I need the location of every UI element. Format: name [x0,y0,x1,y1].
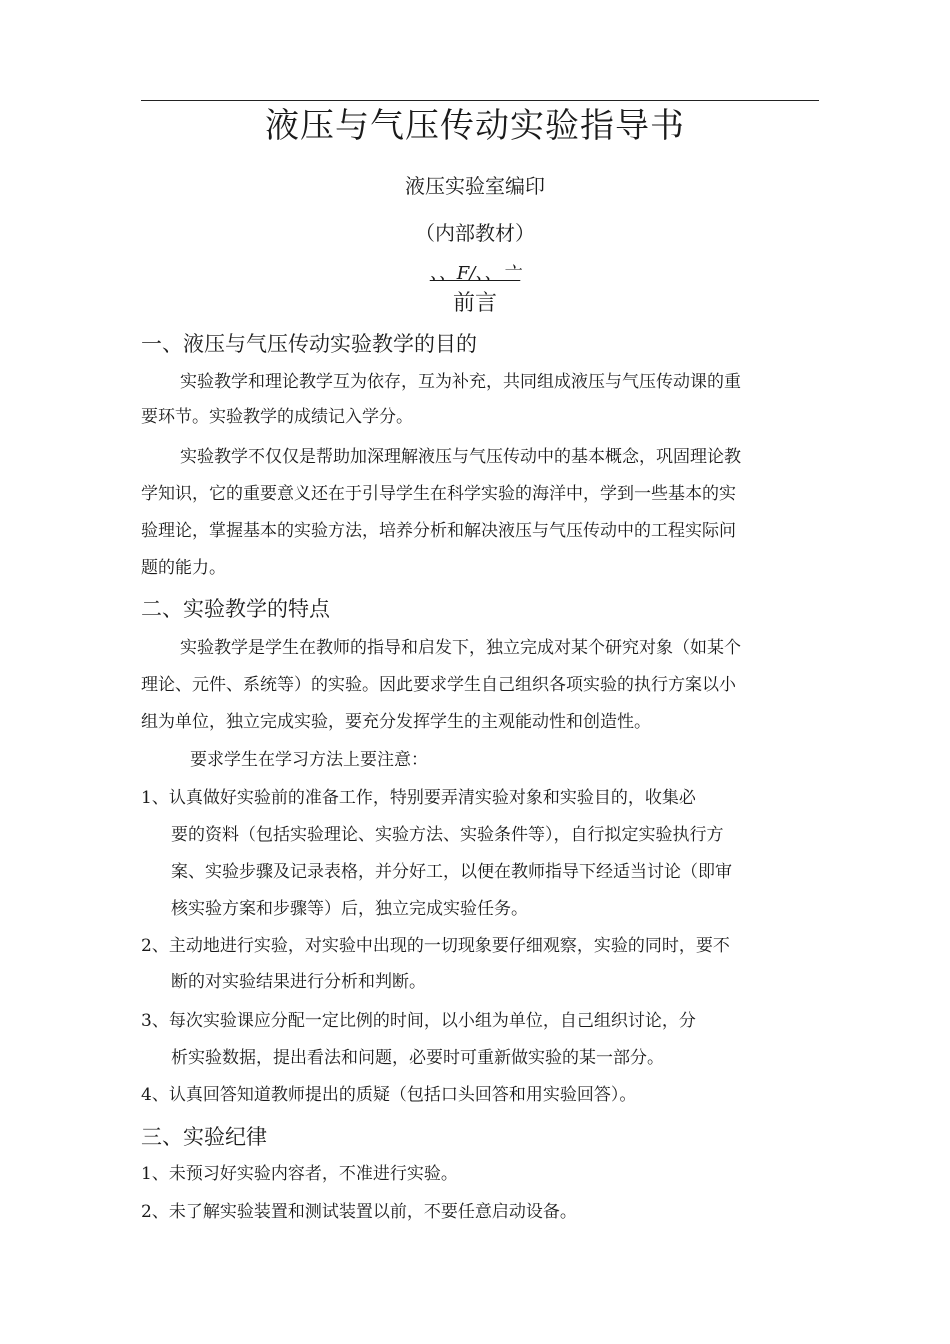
s1-p2-line-3: 验理论，掌握基本的实验方法，培养分析和解决液压与气压传动中的工程实际问 [141,521,736,541]
editor-line: 液压实验室编印 [405,174,545,198]
section-1-heading: 一、液压与气压传动实验教学的目的 [141,332,477,356]
section-2-heading: 二、实验教学的特点 [141,597,330,621]
s1-p2-line-2: 学知识，它的重要意义还在于引导学生在科学实验的海洋中，学到一些基本的实 [141,484,736,504]
s2-p1-line-3: 组为单位，独立完成实验，要充分发挥学生的主观能动性和创造性。 [141,712,651,732]
preface-heading: 前言 [452,291,497,316]
req-item-1-line-2: 要的资料（包括实验理论、实验方法、实验条件等），自行拟定实验执行方 [171,825,724,845]
s2-requirements-intro: 要求学生在学习方法上要注意： [190,750,428,770]
discipline-item-2: 2、未了解实验装置和测试装置以前，不要任意启动设备。 [141,1202,577,1222]
s1-p1-line-2: 要环节。实验教学的成绩记入学分。 [141,407,413,427]
s1-p2-line-4: 题的能力。 [141,558,226,578]
req-item-3-line-1: 3、每次实验课应分配一定比例的时间，以小组为单位，自己组织讨论，分 [141,1011,696,1031]
req-item-1-line-1: 1、认真做好实验前的准备工作，特别要弄清实验对象和实验目的，收集必 [141,788,696,808]
discipline-item-1: 1、未预习好实验内容者，不准进行实验。 [141,1164,458,1184]
internal-note: （内部教材） [415,221,535,245]
req-item-2-line-2: 断的对实验结果进行分析和判断。 [171,972,426,992]
s2-p1-line-1: 实验教学是学生在教师的指导和启发下，独立完成对某个研究对象（如某个 [180,638,741,658]
document-title: 液压与气压传动实验指导书 [265,106,685,146]
req-item-4-line-1: 4、认真回答知道教师提出的质疑（包括口头回答和用实验回答）。 [141,1085,637,1105]
s2-p1-line-2: 理论、元件、系统等）的实验。因此要求学生自己组织各项实验的执行方案以小 [141,675,736,695]
req-item-1-line-3: 案、实验步骤及记录表格，并分好工，以便在教师指导下经适当讨论（即审 [171,862,732,882]
s1-p2-line-1: 实验教学不仅仅是帮助加深理解液压与气压传动中的基本概念，巩固理论教 [180,447,741,467]
req-item-3-line-2: 析实验数据，提出看法和问题，必要时可重新做实验的某一部分。 [171,1048,664,1068]
req-item-1-line-4: 核实验方案和步骤等）后，独立完成实验任务。 [171,899,528,919]
s1-p1-line-1: 实验教学和理论教学互为依存，互为补充，共同组成液压与气压传动课的重 [180,372,741,392]
garbled-text: 、、F/、、亠 [429,263,521,284]
req-item-2-line-1: 2、主动地进行实验，对实验中出现的一切现象要仔细观察，实验的同时，要不 [141,936,730,956]
section-3-heading: 三、实验纪律 [141,1125,267,1149]
top-rule [141,100,819,101]
